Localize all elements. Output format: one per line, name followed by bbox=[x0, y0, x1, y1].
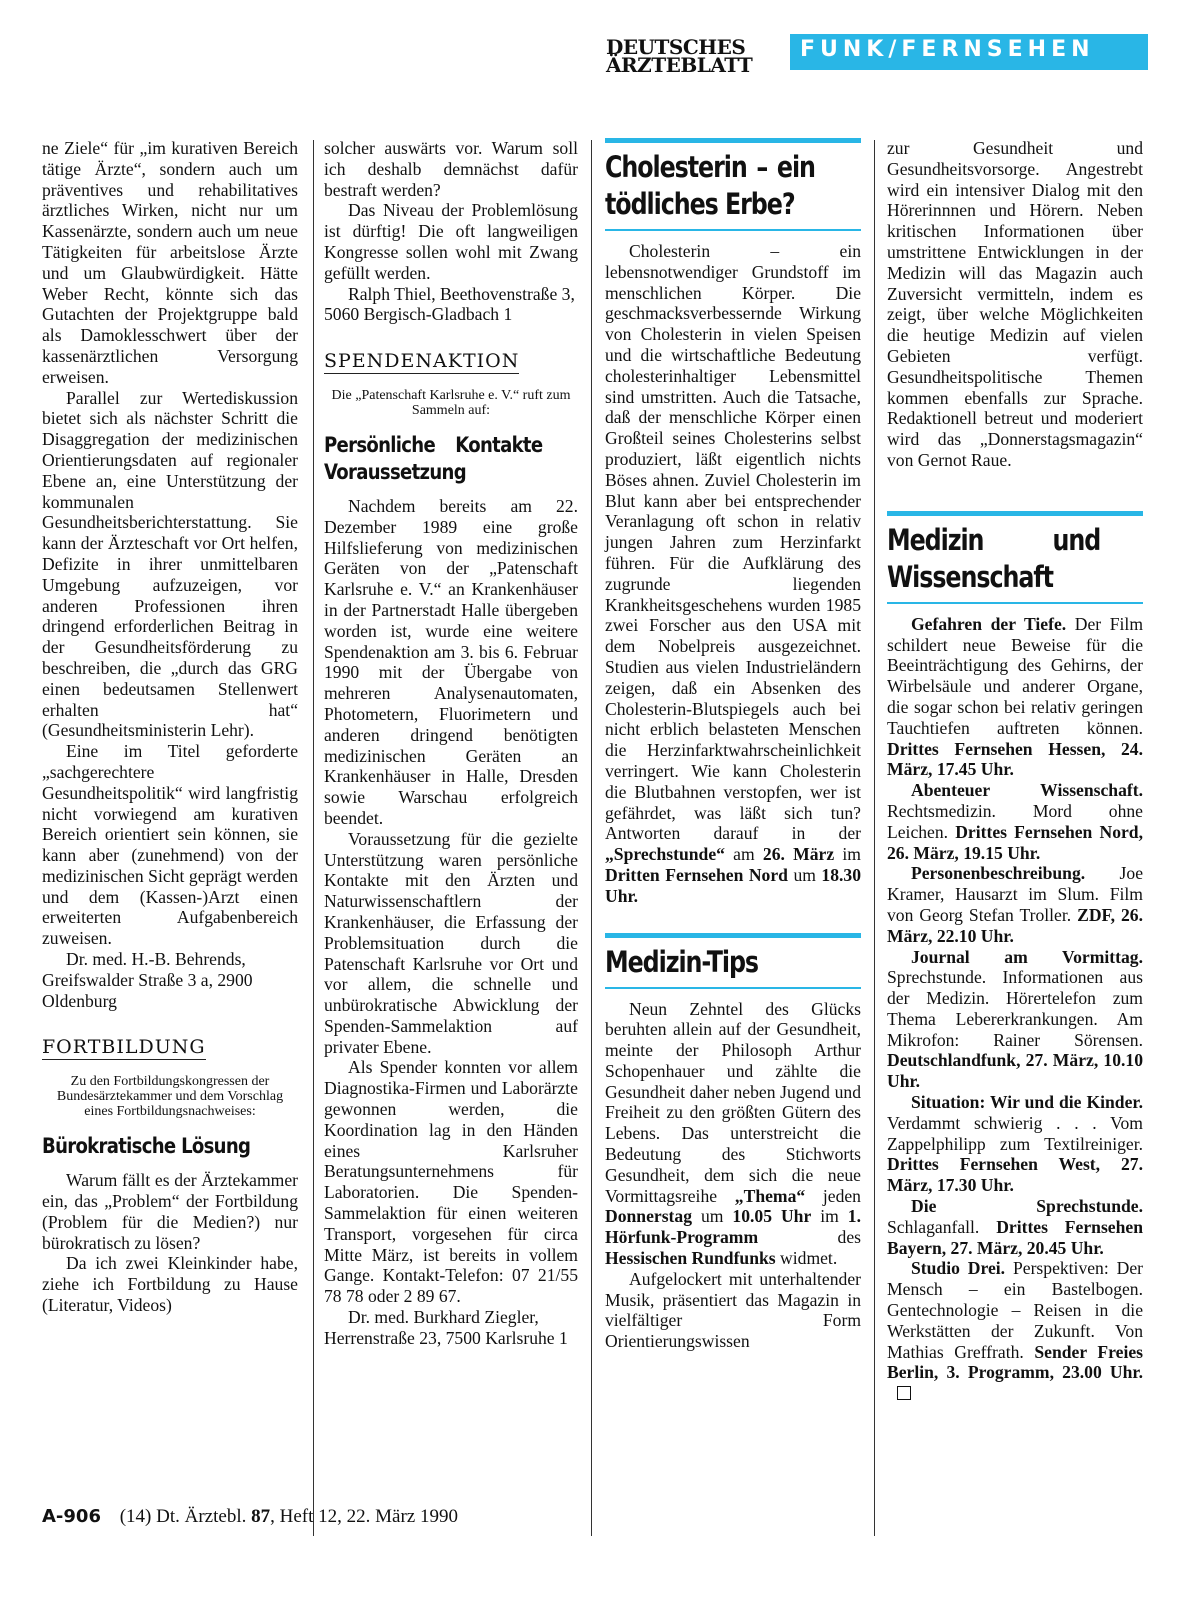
broadcaster: Hessischen Rundfunks bbox=[605, 1248, 776, 1269]
listing-title: Abenteuer Wissenschaft. bbox=[911, 780, 1143, 801]
headline-rule bbox=[887, 511, 1143, 516]
paragraph: ne Ziele“ für „im kurativen Bereich tätige Ärzte“, sondern auch um präventives und rehabilitatives ärztliches Wirken, nicht nur um Kassenärzte, sondern auch um neue Tätigkeiten für arbeitslose Ärzte und um Glaubwürdigkeit. Hätte Weber Recht, könnte sich das Gutachten der Projektgruppe bald als Damoklesschwert über der kassenärztlichen Versorgung erweisen. bbox=[42, 138, 298, 387]
paragraph: Voraussetzung für die gezielte Unterstützung waren persönliche Kontakte mit den Ärzten und Naturwissenschaftlern der Krankenhäuser, die Erfassung der Problemsituation durch die Patenschaft Karlsruhe vor Ort und vor allem, die schnelle und unbürokratische Abwicklung der Spenden-Sammelaktion auf privater Ebene. bbox=[324, 828, 578, 1057]
section-headline: Medizin und Wissenschaft bbox=[887, 522, 1101, 594]
letter-signature: Dr. med. H.-B. Behrends, Greifswalder Straße 3 a, 2900 Oldenburg bbox=[42, 949, 253, 1011]
listing-title: Gefahren der Tiefe. bbox=[911, 613, 1067, 634]
text: um bbox=[793, 864, 816, 885]
air-date: 26. März bbox=[762, 844, 835, 865]
headline-underline bbox=[887, 602, 1143, 604]
section-title: FUNK/FERNSEHEN bbox=[800, 37, 1095, 62]
logo-line2: ÄRZTEBLATT bbox=[606, 53, 753, 77]
column-4 bbox=[887, 138, 1143, 1404]
listing-airtime: Sender Freies Berlin, 3. Programm, 23.00 Uhr. bbox=[887, 1341, 1144, 1383]
text: Neun Zehntel des Glücks beruhten allein auf der Gesundheit, meinte der Philosoph Arthur Schopenhauer und zählte die Gesundheit daher neben Jugend und Freiheit zu den größten Gütern des Lebens. Das unterstreicht die Bedeutung des Stichworts Gesundheit, dem sich die neue Vormittagsreihe bbox=[605, 998, 861, 1206]
tv-listing-item bbox=[887, 614, 1143, 780]
listing-text: Verdammt schwierig . . . Vom Zappelphilipp zum Textilreiniger. bbox=[887, 1112, 1143, 1154]
citation: (14) Dt. Ärztebl. bbox=[119, 1506, 247, 1527]
headline-rule bbox=[605, 138, 861, 143]
section-label: FORTBILDUNG bbox=[42, 1036, 206, 1059]
kicker: Die „Patenschaft Karlsruhe e. V.“ ruft zum Sammeln auf: bbox=[331, 387, 571, 418]
logo-line1: DEUTSCHES bbox=[606, 35, 746, 59]
listing-text: Der Film schildert neue Beweise für die Beeinträchtigung des Gehirns, der Wirbelsäule und anderer Organe, die sogar schon bei relativ geringen Tauchtiefen auftreten können. bbox=[887, 613, 1143, 738]
paragraph: Da ich zwei Kleinkinder habe, ziehe ich Fortbildung zu Hause (Literatur, Videos) bbox=[42, 1253, 298, 1316]
air-day: Donnerstag bbox=[605, 1206, 692, 1227]
headline-underline bbox=[605, 229, 861, 231]
listing-text: Schlaganfall. bbox=[887, 1216, 980, 1237]
program-name: „Sprechstunde“ bbox=[605, 844, 725, 865]
paragraph: zur Gesundheit und Gesundheitsvorsorge. Angestrebt wird ein intensiver Dialog mit den Hörerinnnen und Hörern. Neben kritischen Informationen über umstrittene Entwicklungen in der Medizin will das Magazin auch Zuversicht vermitteln, indem es zeigt, über welche Möglichkeiten die heutige Medizin auf vielen Gebieten verfügt. Gesundheitspolitische Themen kommen ebenfalls zur Sprache. Redaktionell betreut und moderiert wird das „Donnerstagsmagazin“ von Gernot Raue. bbox=[887, 138, 1143, 470]
paragraph: Aufgelockert mit unterhaltender Musik, präsentiert das Magazin in vielfältiger Form Orientierungswissen bbox=[605, 1268, 861, 1352]
listing-airtime: Deutschlandfunk, 27. März, 10.10 Uhr. bbox=[887, 1050, 1143, 1092]
text: des bbox=[837, 1227, 861, 1248]
listing-airtime: Drittes Fernsehen Nord, 26. März, 19.15 Uhr. bbox=[887, 821, 1143, 863]
text: im bbox=[820, 1206, 839, 1227]
letter-signature: Dr. med. Burkhard Ziegler, Herrenstraße 23, 7500 Karlsruhe 1 bbox=[324, 1307, 568, 1348]
masthead bbox=[606, 34, 1146, 77]
article-headline: Cholesterin – ein tödliches Erbe? bbox=[605, 150, 815, 221]
text: widmet. bbox=[780, 1248, 838, 1269]
tv-listing-item bbox=[887, 1092, 1143, 1196]
listing-text: Sprechstunde. Informationen aus der Medizin. Hörertelefon zum Thema Lebererkrankungen. Am Mikrofon: Rainer Sörensen. bbox=[887, 967, 1143, 1050]
page-number: A-906 bbox=[42, 1506, 101, 1527]
paragraph: Warum fällt es der Ärztekammer ein, das „Problem“ der Fortbildung (Problem für die Medien?) nur bürokratisch zu lösen? bbox=[42, 1170, 298, 1253]
listing-title: Personenbeschreibung. bbox=[911, 863, 1086, 884]
journal-logo bbox=[606, 35, 786, 77]
page-footer bbox=[42, 1506, 458, 1528]
tv-listing-item bbox=[887, 1258, 1143, 1404]
paragraph: Das Niveau der Problemlösung ist dürftig! Die oft langweiligen Kongresse sollen wohl mit Zwang gefüllt werden. bbox=[324, 200, 578, 283]
column-3 bbox=[605, 138, 861, 1352]
article-headline: Medizin-Tips bbox=[605, 944, 759, 979]
column-2 bbox=[324, 138, 578, 1349]
tv-listing-item bbox=[887, 1196, 1143, 1258]
paragraph bbox=[605, 241, 861, 907]
listing-title: Situation: Wir und die Kinder. bbox=[911, 1092, 1143, 1113]
text: am bbox=[733, 844, 755, 865]
letter-headline: Persönliche Kontakte Voraussetzung bbox=[324, 432, 543, 484]
air-time: 10.05 Uhr bbox=[732, 1206, 812, 1227]
tv-listing-item bbox=[887, 947, 1143, 1093]
column-divider bbox=[591, 140, 592, 1536]
listing-text: Perspektiven: Der Mensch – ein Bastelbogen. Gentechnologie – Reisen in die Werkstätten der Zukunft. Von Mathias Greffrath. bbox=[887, 1258, 1143, 1362]
listing-airtime: Drittes Fernsehen Bayern, 27. März, 20.45 Uhr. bbox=[887, 1216, 1143, 1258]
listing-airtime: Drittes Fernsehen West, 27. März, 17.30 Uhr. bbox=[887, 1154, 1143, 1196]
text: im bbox=[842, 844, 861, 865]
channel: Dritten Fernsehen Nord bbox=[605, 864, 788, 885]
column-divider bbox=[313, 140, 314, 1536]
citation-issue: , Heft 12, 22. März 1990 bbox=[270, 1506, 458, 1527]
column-divider bbox=[874, 140, 875, 1536]
paragraph: Parallel zur Wertediskussion bietet sich als nächster Schritt die Disaggregation der medizinischen Orientierungsdaten auf regionaler Ebene an, eine Unterstützung der kommunalen Gesundheitsberichterstattung. Sie kann der Ärzteschaft vor Ort helfen, Defizite in ihrer unmittelbaren Umgebung aufzuzeigen, vor anderen Professionen ihren dringend erforderlichen Beitrag in der Gesundheitsförderung zu beschreiben, die „durch das GRG einen bedeutsamen Stellenwert erhalten hat“ (Gesundheitsministerin Lehr). bbox=[42, 387, 298, 741]
kicker: Zu den Fortbildungskongressen der Bundesärztekammer und dem Vorschlag eines Fortbildungsnachweises: bbox=[56, 1074, 284, 1120]
paragraph bbox=[605, 999, 861, 1269]
air-time: 18.30 Uhr. bbox=[605, 864, 861, 906]
listing-text: Joe Kramer, Hausarzt im Slum. Film von Georg Stefan Troller. bbox=[887, 863, 1143, 925]
paragraph: Eine im Titel geforderte „sachgerechtere Gesundheitspolitik“ wird langfristig nicht vorwiegend am kurativen Bereich orientiert sein können, sie kann aber (zunehmend) von der medizinischen Sicht geprägt werden und dem (Kassen-)Arzt einen erweiterten Aufgabenbereich zuweisen. bbox=[42, 741, 298, 949]
tv-listings bbox=[887, 614, 1143, 1404]
text: jeden bbox=[822, 1185, 861, 1206]
text: um bbox=[700, 1206, 724, 1227]
listing-airtime: ZDF, 26. März, 22.10 Uhr. bbox=[887, 904, 1143, 946]
volume-number: 87 bbox=[251, 1506, 271, 1527]
paragraph: Als Spender konnten vor allem Diagnostika-Firmen und Laborärzte gewonnen werden, die Koordination lag in den Händen eines Karlsruher Beratungsunternehmens für Laboratorien. Die Spenden-Sammelaktion für einen weiteren Transport, vorgesehen für circa Mitte März, ist bereits in vollem Gange. Kontakt-Telefon: 07 21/55 78 78 oder 2 89 67. bbox=[324, 1057, 578, 1307]
program-name: „Thema“ bbox=[734, 1185, 806, 1206]
listing-title: Journal am Vormittag. bbox=[911, 946, 1143, 967]
end-mark-icon bbox=[897, 1386, 911, 1400]
tv-listing-item bbox=[887, 863, 1143, 946]
tv-listing-item bbox=[887, 780, 1143, 863]
paragraph: Nachdem bereits am 22. Dezember 1989 eine große Hilfslieferung von medizinischen Geräten von der „Patenschaft Karlsruhe e. V.“ an Krankenhäuser in der Partnerstadt Halle übergeben worden ist, wurde eine weitere Spendenaktion am 3. bis 6. Februar 1990 mit der Übergabe von mehreren Analysenautomaten, Photometern, Fluorimetern und anderen dringend benötigten medizinischen Geräten an Krankenhäuser in Halle, Dresden sowie Warschau erfolgreich beendet. bbox=[324, 495, 578, 828]
letter-headline: Bürokratische Lösung bbox=[42, 1134, 251, 1159]
letter-signature: Ralph Thiel, Beethovenstraße 3, 5060 Bergisch-Gladbach 1 bbox=[324, 283, 575, 325]
listing-text: Rechtsmedizin. Mord ohne Leichen. bbox=[887, 800, 1143, 842]
section-label: SPENDENAKTION bbox=[324, 350, 520, 373]
paragraph: solcher auswärts vor. Warum soll ich deshalb demnächst dafür bestraft werden? bbox=[324, 138, 578, 200]
headline-underline bbox=[605, 987, 861, 989]
text: Cholesterin – ein lebensnotwendiger Grundstoff im menschlichen Körper. Die geschmacksverbessernde Wirkung von Cholesterin in vielen Speisen und die wirtschaftliche Bedeutung cholesterinhaltiger Lebensmittel sind umstritten. Auch die Tatsache, daß der menschliche Körper einen Großteil seines Cholesterins selbst produziert, läßt eigentlich nichts Böses ahnen. Zuviel Cholesterin im Blut kann aber bei entsprechender Veranlagung oft schon in relativ jungen Jahren zum Herzinfarkt führen. Für die Aufklärung des zugrunde liegenden Krankheitsgeschehens wurden 1985 zwei Forscher aus den USA mit dem Nobelpreis ausgezeichnet. Studien aus vielen Industrieländern zeigen, daß ein Absenken des Cholesterin-Blutspiegels auch bei nicht erblich belasteten Menschen die Herzinfarktwahrscheinlichkeit verringert. Wie kann Cholesterin die Blutbahnen verstopfen, wer ist gefährdet, was läßt sich tun? Antworten darauf in der bbox=[605, 241, 861, 844]
listing-title: Die Sprechstunde. bbox=[911, 1196, 1143, 1217]
headline-rule bbox=[605, 933, 861, 938]
column-1 bbox=[42, 138, 298, 1316]
channel: 1. Hörfunk-Programm bbox=[605, 1206, 861, 1248]
listing-title: Studio Drei. bbox=[911, 1258, 1006, 1279]
listing-airtime: Drittes Fernsehen Hessen, 24. März, 17.45 Uhr. bbox=[887, 738, 1143, 780]
